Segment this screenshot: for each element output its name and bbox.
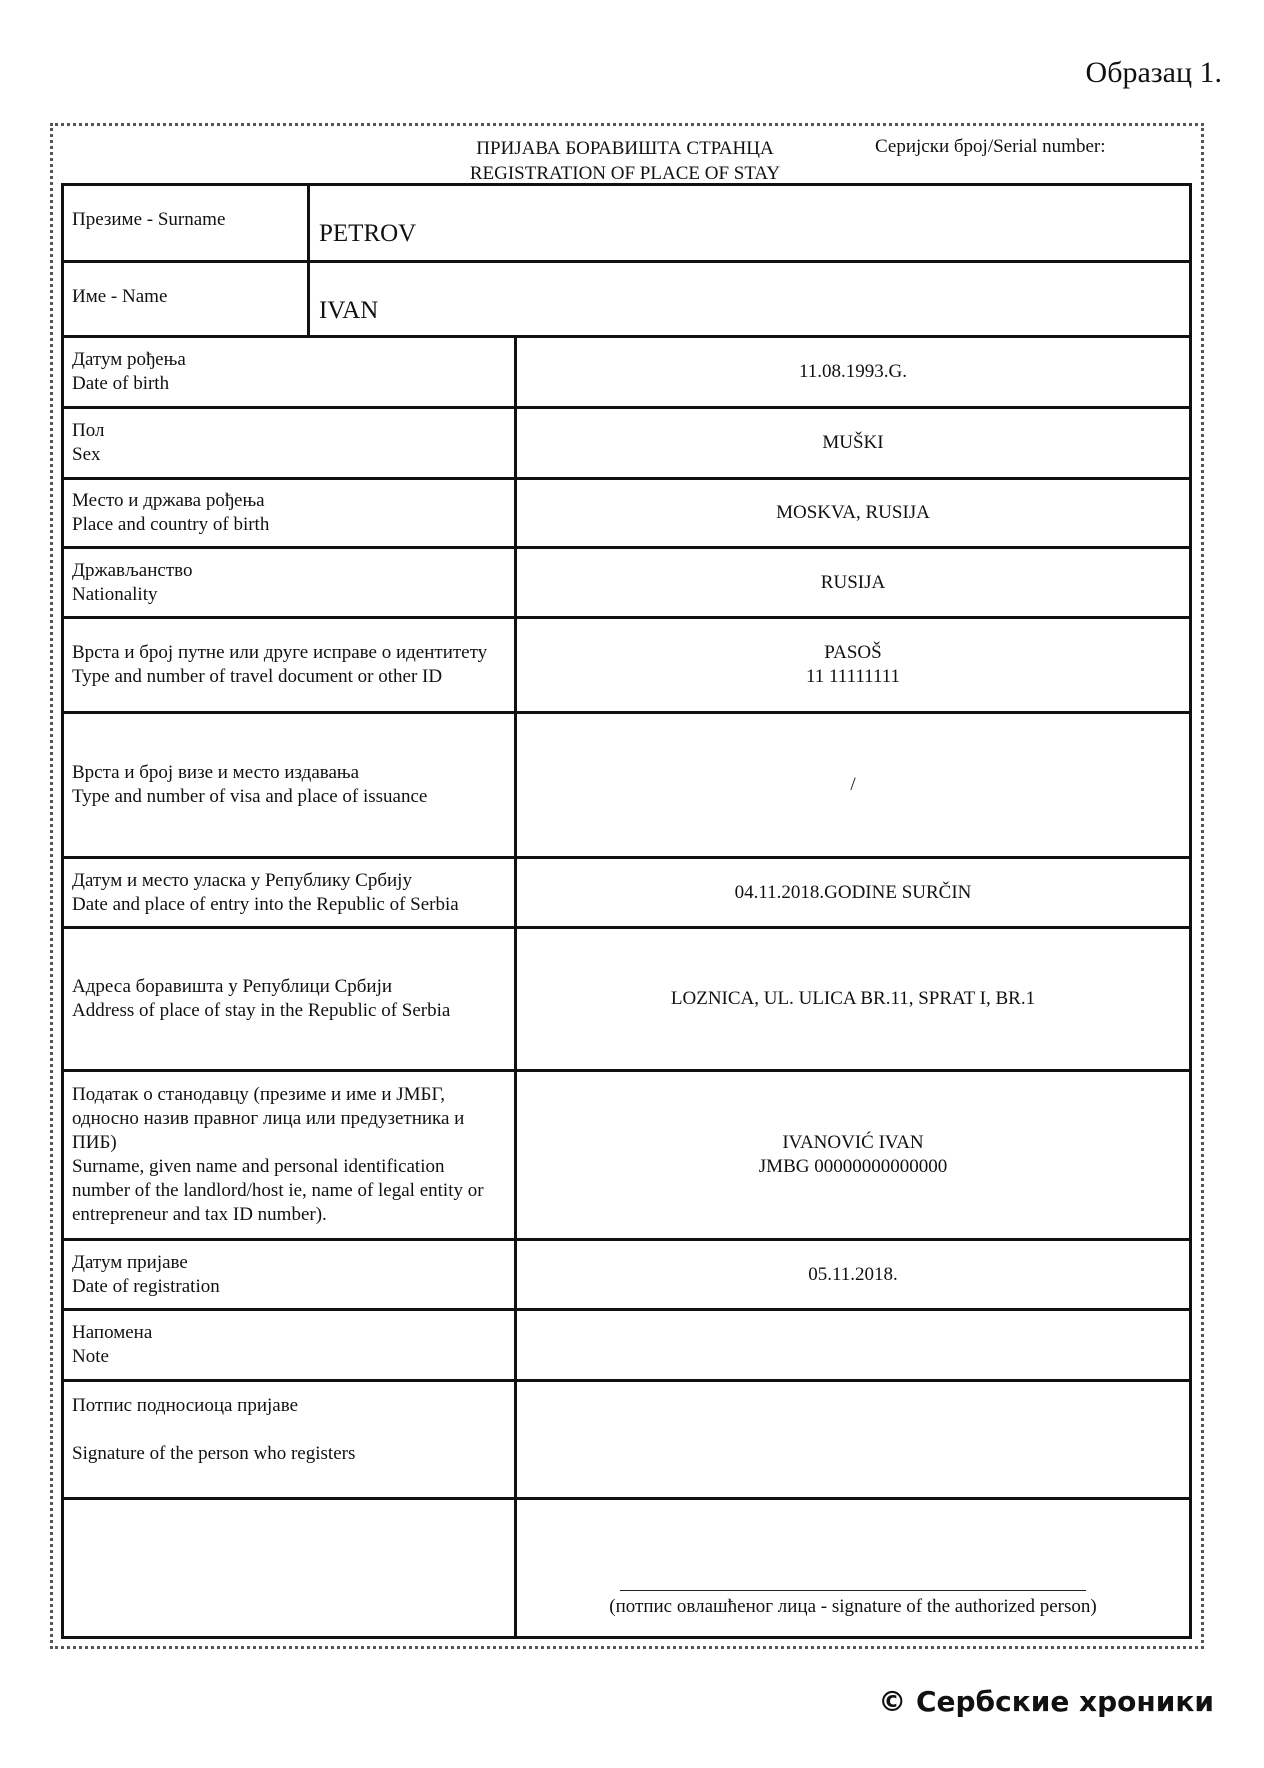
title-en: REGISTRATION OF PLACE OF STAY: [469, 163, 781, 184]
row-label-sr: Врста и број путне или друге исправе о идентитету: [72, 642, 488, 663]
row-label-en: Type and number of visa and place of issuance: [72, 786, 428, 807]
form-row: [61, 335, 1192, 409]
row-value[interactable]: [517, 1072, 1189, 1238]
row-label-en: Surname, given name and personal identification number of the landlord/host ie, name of legal entity or entrepreneur and tax ID number).: [72, 1156, 484, 1225]
row-value-line1: 05.11.2018.: [808, 1263, 898, 1285]
row-value[interactable]: [517, 929, 1189, 1069]
row-label-sr: Датум и место уласка у Републику Србију: [72, 869, 412, 891]
row-label-sr: Напомена: [72, 1322, 153, 1343]
row-label-en: Date and place of entry into the Republic of Serbia: [72, 893, 459, 915]
row-label-sr: Место и држава рођења: [72, 490, 265, 511]
name-row: [61, 260, 1192, 338]
row-label-en: Date of birth: [72, 373, 170, 394]
form-title: [420, 136, 830, 186]
form-row: [61, 1238, 1192, 1311]
row-value[interactable]: [517, 549, 1189, 616]
authorized-signature-line: [620, 1590, 1086, 1591]
row-value[interactable]: [517, 338, 1189, 406]
row-value-line1: 04.11.2018.GODINE SURČIN: [734, 881, 972, 903]
serial-number-label: Серијски број/Serial number:: [875, 136, 1106, 157]
row-label-en: Place and country of birth: [72, 514, 270, 535]
surname-label: Презиме - Surname: [72, 209, 226, 230]
row-value-line1: 11.08.1993.G.: [798, 361, 908, 382]
form-number: Образац 1.: [1085, 56, 1222, 89]
form-row: [61, 711, 1192, 859]
form-row: [61, 477, 1192, 549]
row-label-en: Address of place of stay in the Republic of Serbia: [72, 1000, 451, 1021]
row-label-sr: Адреса боравишта у Републици Србији: [72, 976, 393, 997]
surname-row: [61, 183, 1192, 263]
name-value[interactable]: IVAN: [319, 297, 379, 324]
row-value[interactable]: [517, 1241, 1189, 1308]
row-label-en: Type and number of travel document or other ID: [72, 666, 443, 687]
row-value-line1: MOSKVA, RUSIJA: [776, 502, 930, 523]
row-label-en: Note: [72, 1346, 109, 1367]
row-label-sr: Потпис подносиоца пријаве: [72, 1395, 299, 1416]
row-value[interactable]: [517, 480, 1189, 546]
row-label-sr: Пол: [72, 420, 105, 441]
form-row: [61, 1308, 1192, 1382]
name-label: Име - Name: [72, 286, 168, 307]
title-sr: ПРИЈАВА БОРАВИШТА СТРАНЦА: [476, 138, 774, 159]
row-value-line1: /: [850, 774, 856, 795]
form-row: [61, 856, 1192, 929]
form-row: [61, 926, 1192, 1072]
row-value-line2: 11 11111111: [805, 666, 901, 687]
row-value-line1: PASOŠ: [824, 642, 882, 663]
form-row: [61, 406, 1192, 480]
row-value[interactable]: [517, 714, 1189, 856]
row-label-en: Date of registration: [72, 1275, 220, 1297]
row-label-sr: Податак о станодавцу (презиме и име и ЈМБГ, односно назив правног лица или предузетника и ПИБ): [72, 1084, 465, 1153]
row-value[interactable]: [517, 409, 1189, 477]
row-value[interactable]: [517, 859, 1189, 926]
authorized-signature-caption: (потпис овлашћеног лица - signature of the authorized person): [609, 1596, 1097, 1617]
row-value[interactable]: [517, 1311, 1189, 1379]
row-label-en: Nationality: [72, 583, 158, 605]
row-value-line1: LOZNICA, UL. ULICA BR.11, SPRAT I, BR.1: [670, 988, 1036, 1009]
row-label-en: Sex: [72, 444, 101, 465]
form-row: [61, 1069, 1192, 1241]
row-label-sr: Датум пријаве: [72, 1251, 188, 1273]
row-value[interactable]: [517, 1382, 1189, 1497]
row-value-line2: JMBG 00000000000000: [758, 1156, 948, 1177]
row-value[interactable]: [517, 619, 1189, 711]
row-value-line1: IVANOVIĆ IVAN: [782, 1132, 924, 1153]
row-label-en: Signature of the person who registers: [72, 1443, 356, 1464]
form-row: [61, 616, 1192, 714]
copyright-watermark: © Сербские хроники: [878, 1685, 1214, 1718]
row-label-sr: Датум рођења: [72, 349, 186, 370]
row-label-sr: Држављанство: [72, 559, 193, 581]
row-value-line1: MUŠKI: [822, 432, 884, 453]
form-row: [61, 1379, 1192, 1500]
surname-value[interactable]: PETROV: [319, 220, 417, 247]
row-label-sr: Врста и број визе и место издавања: [72, 762, 360, 783]
form-row: [61, 546, 1192, 619]
row-value-line1: RUSIJA: [820, 571, 886, 593]
